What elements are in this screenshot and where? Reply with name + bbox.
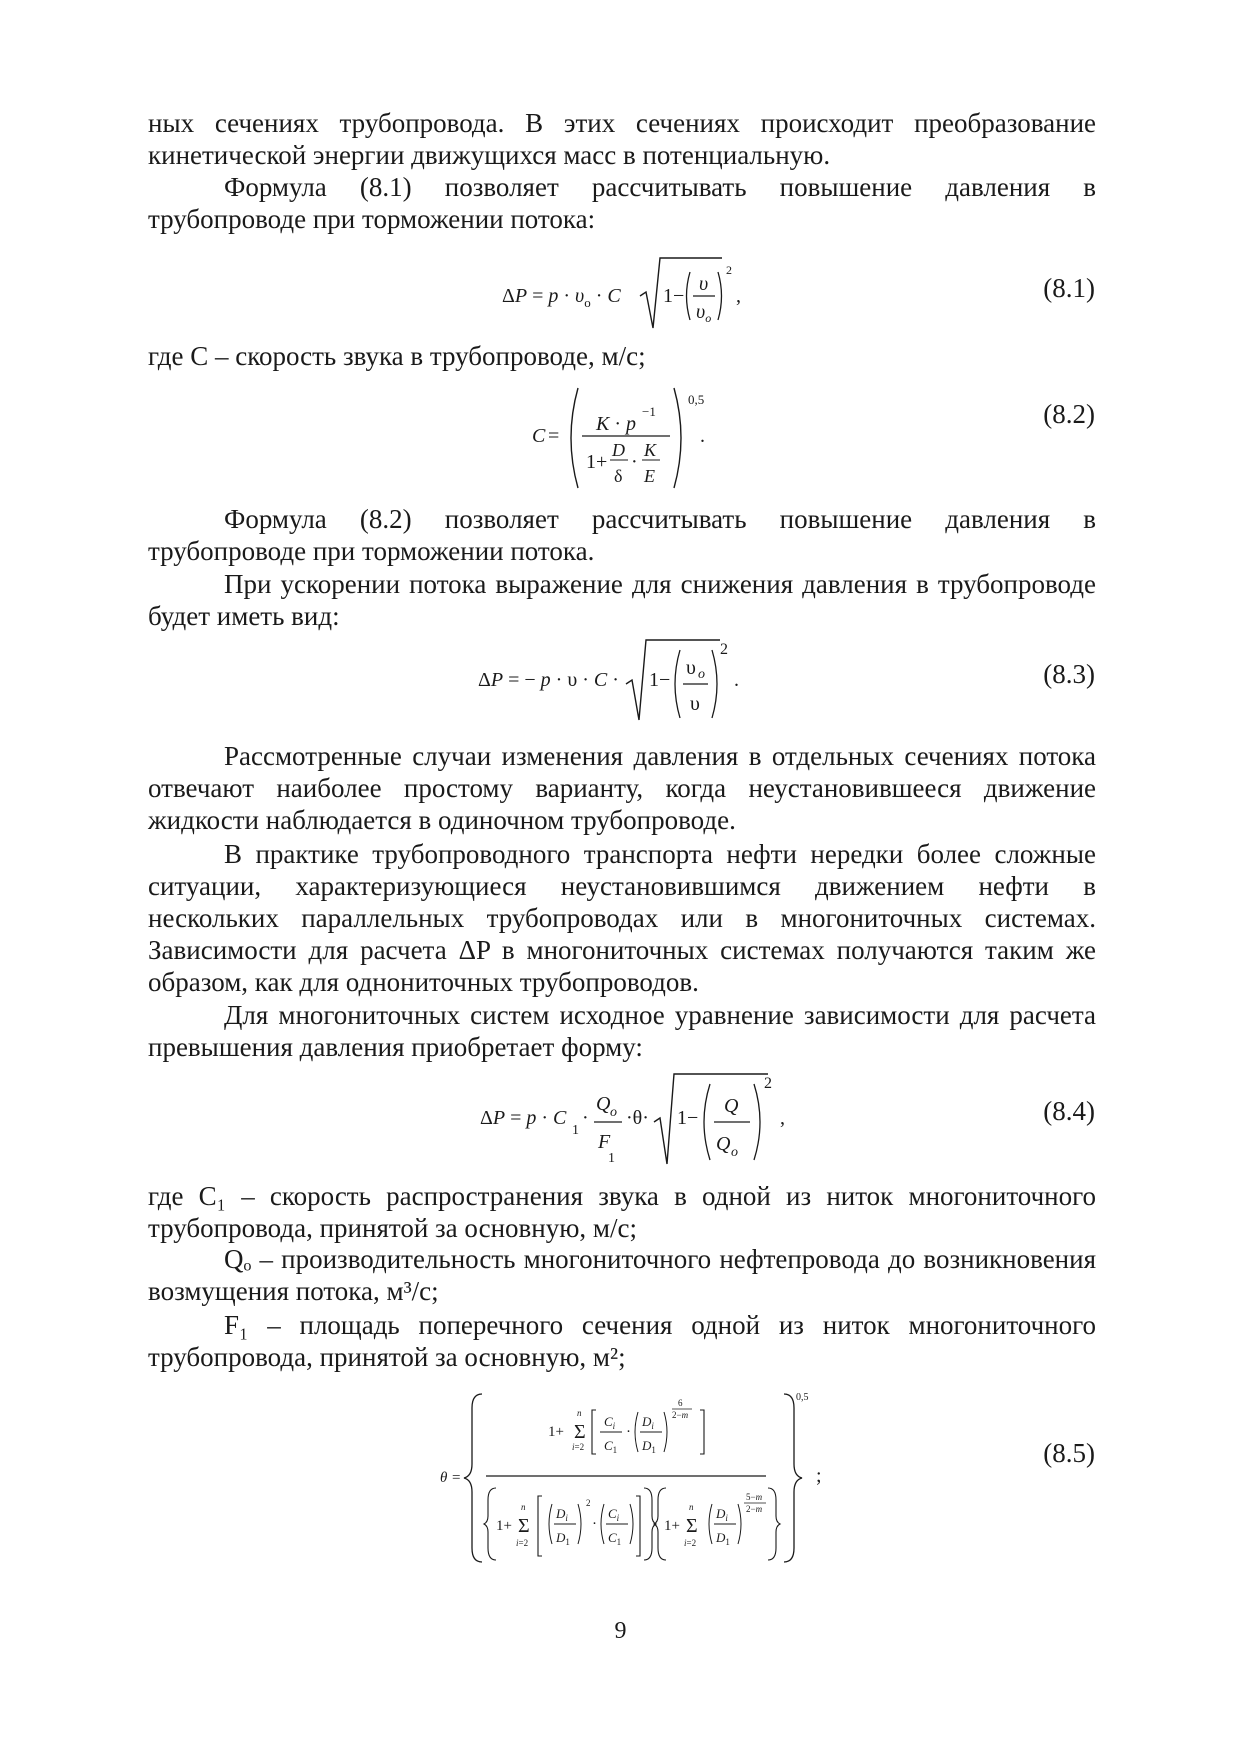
svg-text:Σ: Σ <box>574 1421 586 1443</box>
exponent-label: 0,5 <box>796 1392 809 1403</box>
equation-number: (8.3) <box>1043 659 1095 689</box>
svg-text:i=2: i=2 <box>572 1442 585 1452</box>
paragraph-text: Формула (8.2) позволяет рассчитывать повышение давления в трубопроводе при торможении потока. <box>148 504 1096 566</box>
svg-text:θ: θ <box>440 1470 448 1486</box>
svg-text:Di: $D_i$ <box>716 1506 728 1523</box>
svg-text:i=2: i=2 <box>684 1538 697 1548</box>
svg-text:C1: $C_1$ <box>608 1530 622 1547</box>
svg-text:1+: 1+ <box>496 1518 512 1534</box>
svg-text:2: 2 <box>764 1075 772 1092</box>
svg-text:K: K <box>644 440 657 460</box>
svg-text:·θ·: ·θ· <box>626 1107 649 1129</box>
paragraph-formula-8-4-intro <box>148 999 1096 1063</box>
paragraph-acceleration <box>148 568 1096 632</box>
svg-text:C: C <box>532 425 546 447</box>
svg-text:·: · <box>626 1424 631 1440</box>
paragraph-formula-8-2-note <box>148 503 1096 567</box>
equation-number: (8.5) <box>1043 1438 1095 1468</box>
paragraph-text: Qₒ – производительность многониточного нефтепровода до возникновения возмущения потока, м³/с; <box>148 1244 1096 1306</box>
exponent-label: 0,5 <box>688 392 705 407</box>
svg-text:Di: $D_i$ <box>642 1414 654 1431</box>
svg-text:−1: −1 <box>642 404 656 419</box>
svg-text:=: = <box>452 1470 461 1486</box>
paragraph-c1-definition <box>148 1180 1096 1244</box>
svg-text:,: , <box>780 1107 785 1129</box>
svg-text:2−m: 2−m <box>746 1504 763 1514</box>
svg-text:2−m: 2−m <box>672 1410 689 1420</box>
svg-text:o: o <box>610 1105 617 1120</box>
svg-text:D1: $D_1$ <box>556 1530 570 1547</box>
svg-text:D1: $D_1$ <box>716 1530 730 1547</box>
svg-text:υ: υ <box>690 693 700 715</box>
svg-text:D: D <box>612 440 625 460</box>
svg-text:·: · <box>631 451 638 473</box>
svg-text:n: n <box>577 1408 582 1418</box>
svg-text:;: ; <box>816 1465 822 1487</box>
page-number: 9 <box>614 1618 627 1644</box>
equation-8-5 <box>438 1388 838 1568</box>
paragraph-qo-definition <box>148 1243 1096 1307</box>
paragraph-continuation <box>148 107 1096 171</box>
svg-text:1: 1 <box>608 1151 615 1166</box>
equation-8-1 <box>500 252 760 334</box>
svg-text:Di: $D_i$ <box>556 1506 568 1523</box>
svg-text:o: o <box>698 667 705 682</box>
svg-text:,: , <box>736 285 741 307</box>
paragraph-text: Формула (8.1) позволяет рассчитывать повышение давления в трубопроводе при торможении потока: <box>148 172 1096 234</box>
svg-text:υ: υ <box>686 657 696 679</box>
equation-8-4 <box>478 1068 798 1168</box>
svg-text:Ci: $C_i$ <box>608 1506 620 1523</box>
svg-text:ΔP = p · C: ΔP = p · C <box>480 1107 567 1129</box>
svg-text:D1: $D_1$ <box>642 1438 656 1455</box>
svg-text:Q: Q <box>596 1093 611 1115</box>
equation-number: (8.4) <box>1043 1096 1095 1126</box>
paragraph-text: В практике трубопроводного транспорта нефти нередки более сложные ситуации, характеризующиеся неустановившимся движением нефти в нескольких параллельных трубопроводах или в многониточных системах. Зависимости для расчета ΔP в многониточных системах получаются таким же образом, как для однониточных трубопроводов. <box>148 839 1096 997</box>
svg-text:Ci: $C_i$ <box>604 1414 616 1431</box>
paragraph-formula-8-1-intro <box>148 171 1096 235</box>
svg-text:5−m: 5−m <box>746 1492 763 1502</box>
paragraph-text: где C – скорость звука в трубопроводе, м/с; <box>148 341 646 371</box>
svg-text:1−: 1− <box>649 669 671 691</box>
paragraph-text: При ускорении потока выражение для снижения давления в трубопроводе будет иметь вид: <box>148 569 1096 631</box>
svg-text:Q: Q <box>716 1133 731 1155</box>
svg-text:K · p: K · p <box>596 413 637 435</box>
svg-text:·: · <box>582 1107 589 1129</box>
svg-text:.: . <box>700 425 705 447</box>
svg-text:Σ: Σ <box>686 1515 698 1537</box>
svg-text:n: n <box>521 1502 526 1512</box>
svg-text:o: o <box>731 1145 738 1160</box>
svg-text:υo: $\upsilon_o$ <box>696 301 712 325</box>
svg-text:1+: 1+ <box>548 1424 564 1440</box>
paragraph-text: ных сечениях трубопровода. В этих сечениях происходит преобразование кинетической энергии движущихся масс в потенциальную. <box>148 108 1096 170</box>
svg-text:n: n <box>689 1502 694 1512</box>
equation-number: (8.2) <box>1043 399 1095 429</box>
paragraph-simple-case <box>148 740 1096 836</box>
equation-number: (8.1) <box>1043 273 1095 303</box>
svg-text:1: 1 <box>572 1123 579 1138</box>
svg-text:1−: 1− <box>677 1107 699 1129</box>
svg-text:6: 6 <box>678 1398 683 1408</box>
svg-text:δ: δ <box>614 466 623 486</box>
paragraph-c-definition <box>148 340 1096 372</box>
svg-text:i=2: i=2 <box>516 1538 529 1548</box>
paragraph-text: где C₁ – скорость распространения звука в одной из ниток многониточного трубопровода, принятой за основную, м/с; <box>148 1181 1096 1243</box>
equation-8-3 <box>476 636 756 726</box>
svg-text:2: 2 <box>720 641 728 658</box>
svg-text:1−: 1− <box>663 285 685 307</box>
svg-text:1+: 1+ <box>586 451 608 473</box>
svg-text:=: = <box>548 425 560 447</box>
paragraph-text: F₁ – площадь поперечного сечения одной из ниток многониточного трубопровода, принятой за основную, м²; <box>148 1310 1096 1372</box>
svg-text:2: 2 <box>726 263 732 277</box>
svg-text:ΔP = p · υo · C: $\Delta P = p \cdot \upsilon_o \cdot C$ <box>502 285 621 310</box>
svg-text:Σ: Σ <box>518 1515 530 1537</box>
svg-text:E: E <box>644 466 655 486</box>
paragraph-multiline-systems <box>148 838 1096 998</box>
svg-text:Q: Q <box>724 1095 739 1117</box>
svg-text:2: 2 <box>586 1498 591 1508</box>
paragraph-text: Рассмотренные случаи изменения давления в отдельных сечениях потока отвечают наиболее простому варианту, когда неустановившееся движение жидкости наблюдается в одиночном трубопроводе. <box>148 741 1096 835</box>
svg-text:.: . <box>734 669 739 691</box>
svg-text:·: · <box>592 1516 597 1532</box>
svg-text:C1: $C_1$ <box>604 1438 618 1455</box>
paragraph-f1-definition <box>148 1309 1096 1373</box>
svg-text:υ: υ <box>699 273 709 295</box>
equation-8-2 <box>530 378 730 494</box>
svg-text:ΔP = − p · υ · C ·: ΔP = − p · υ · C · <box>478 669 619 691</box>
svg-text:F: F <box>598 1131 611 1153</box>
svg-text:1+: 1+ <box>664 1518 680 1534</box>
paragraph-text: Для многониточных систем исходное уравнение зависимости для расчета превышения давления приобретает форму: <box>148 1000 1096 1062</box>
